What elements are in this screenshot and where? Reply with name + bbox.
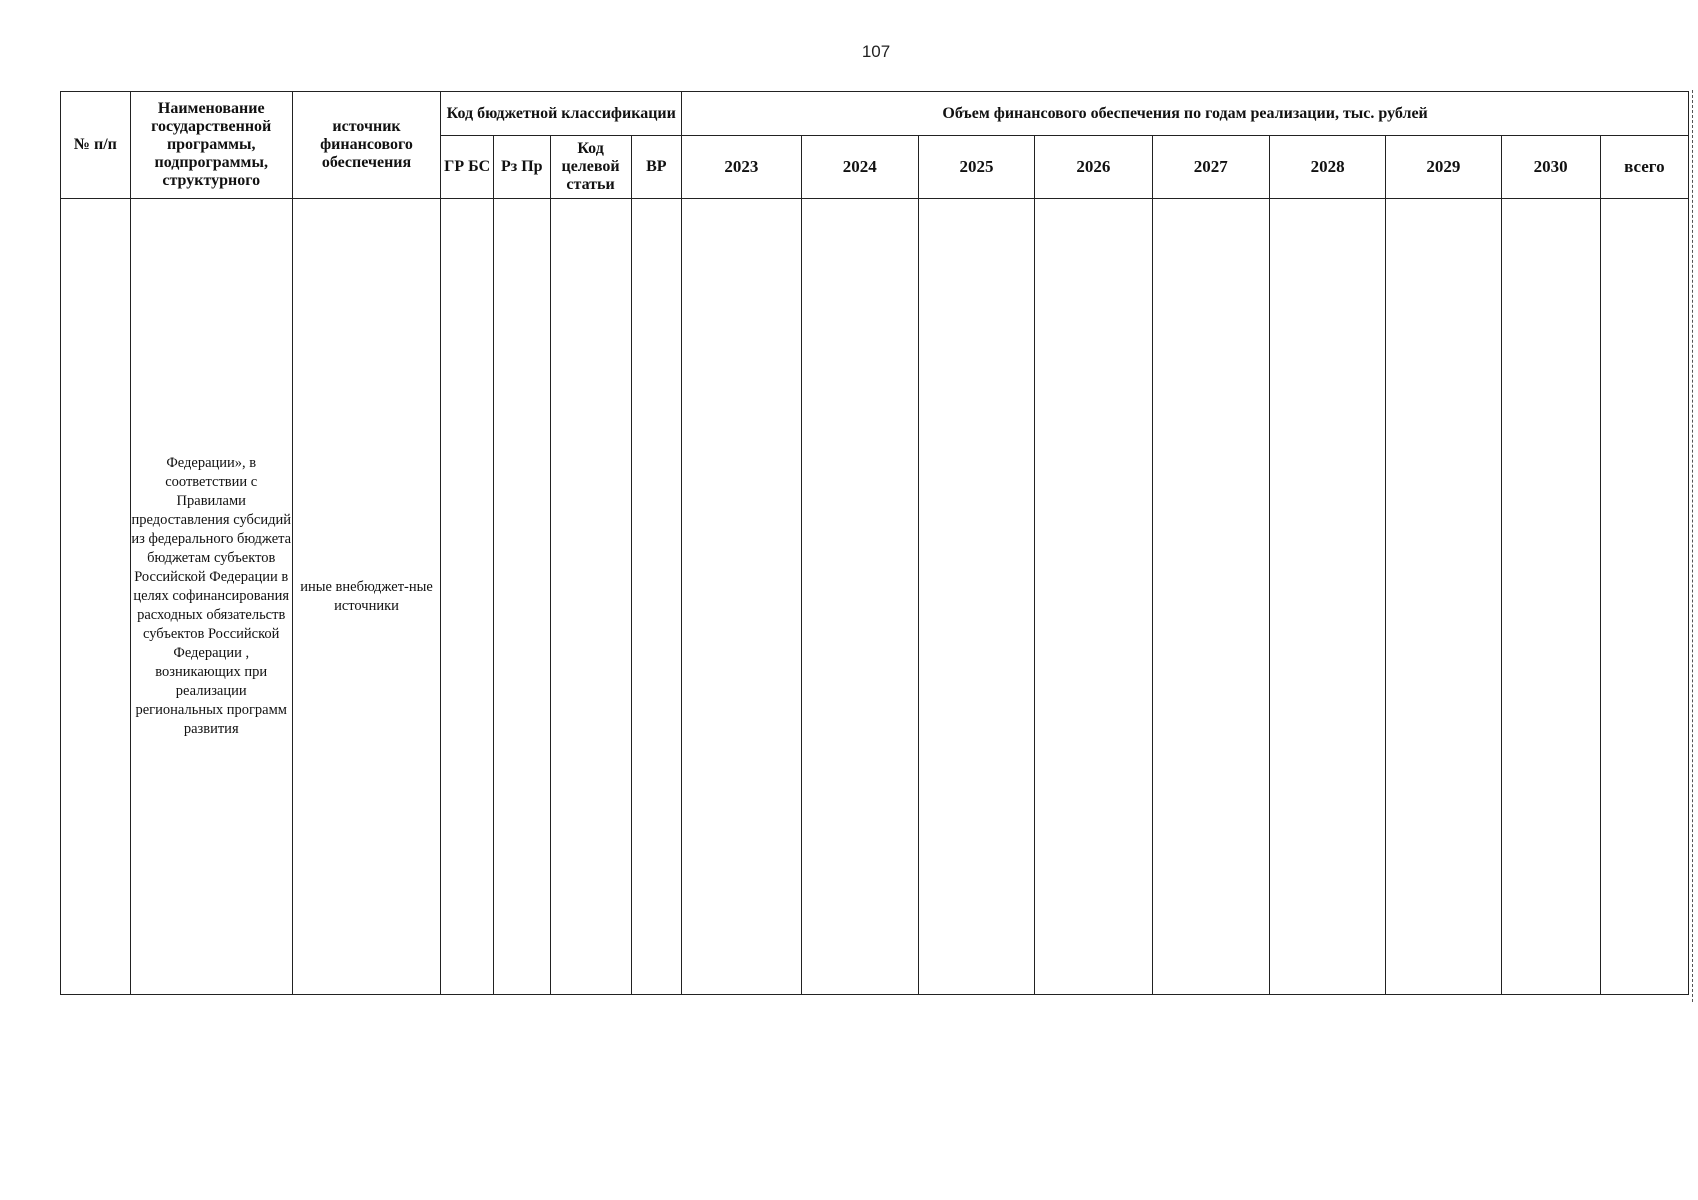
cell-2024 xyxy=(801,199,918,995)
financing-table xyxy=(60,91,1689,995)
cell-2023 xyxy=(682,199,801,995)
header-volume-group: Объем финансового обеспечения по годам реализации, тыс. рублей xyxy=(682,92,1689,136)
header-year-2026: 2026 xyxy=(1035,136,1152,199)
cell-total xyxy=(1600,199,1688,995)
header-year-2025: 2025 xyxy=(918,136,1034,199)
cell-program-name: Федерации», в соответствии с Правилами предоставления субсидий из федерального бюджета бюджетам субъектов Российской Федерации в целях софинансирования расходных обязательств субъектов Российской Федерации , возникающих при реализации региональных программ развития xyxy=(130,199,292,995)
cell-2027 xyxy=(1152,199,1269,995)
cell-kcs xyxy=(550,199,631,995)
header-row-top xyxy=(61,92,1689,136)
header-grbs: ГР БС xyxy=(441,136,494,199)
table-row xyxy=(61,199,1689,995)
header-year-2028: 2028 xyxy=(1269,136,1385,199)
cell-grbs xyxy=(441,199,494,995)
header-num: № п/п xyxy=(61,92,131,199)
cell-funding-source: иные внебюджет-ные источники xyxy=(292,199,441,995)
header-year-2024: 2024 xyxy=(801,136,918,199)
header-year-2027: 2027 xyxy=(1152,136,1269,199)
header-year-2030: 2030 xyxy=(1501,136,1600,199)
header-total: всего xyxy=(1600,136,1688,199)
header-rzpr: Рз Пр xyxy=(493,136,550,199)
header-vr: ВР xyxy=(631,136,682,199)
header-budget-code-group: Код бюджетной классификации xyxy=(441,92,682,136)
cell-2030 xyxy=(1501,199,1600,995)
cell-2029 xyxy=(1386,199,1501,995)
page-edge-dashed-line xyxy=(1692,90,1693,1002)
header-name: Наименование государственной программы, подпрограммы, структурного xyxy=(130,92,292,199)
header-kcs: Код целевой статьи xyxy=(550,136,631,199)
cell-2028 xyxy=(1269,199,1385,995)
cell-2025 xyxy=(918,199,1034,995)
header-source: источник финансового обеспечения xyxy=(292,92,441,199)
cell-2026 xyxy=(1035,199,1152,995)
cell-rzpr xyxy=(493,199,550,995)
cell-num xyxy=(61,199,131,995)
header-year-2029: 2029 xyxy=(1386,136,1501,199)
cell-vr xyxy=(631,199,682,995)
header-year-2023: 2023 xyxy=(682,136,801,199)
page-number: 107 xyxy=(861,42,891,61)
